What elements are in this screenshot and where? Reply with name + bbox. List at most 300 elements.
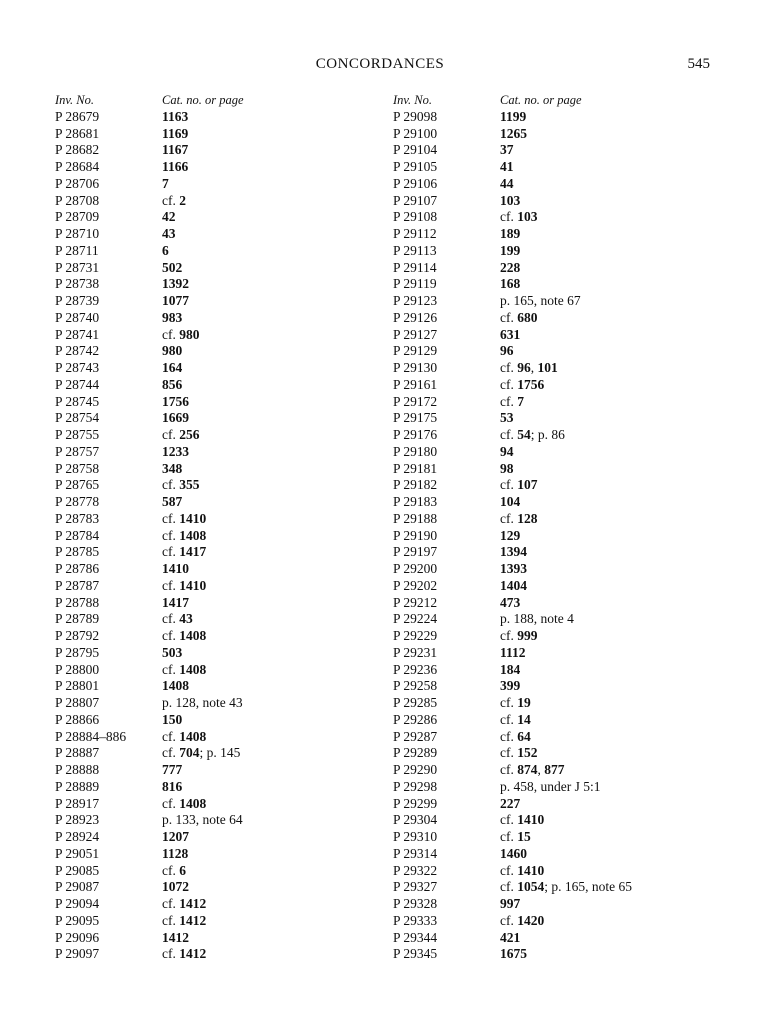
cat-reference — [500, 779, 733, 796]
inv-number: P 28801 — [55, 678, 100, 694]
cat-number: 1460 — [500, 845, 527, 861]
cat-number: 1756 — [517, 376, 545, 392]
cat-reference — [500, 410, 733, 427]
cat-text: cf. — [500, 762, 518, 777]
concordance-column-left — [55, 92, 395, 963]
table-row — [393, 863, 733, 880]
cat-text: cf. — [162, 477, 180, 493]
table-row — [393, 611, 733, 628]
table-row — [55, 729, 395, 746]
cat-reference — [500, 628, 733, 645]
table-row — [55, 678, 395, 695]
cat-reference — [500, 662, 733, 679]
cat-number: 1756 — [162, 393, 189, 409]
inv-number: P 29130 — [393, 360, 438, 375]
table-row — [55, 176, 395, 193]
inv-number: P 29285 — [393, 695, 438, 710]
inv-number: P 29287 — [393, 728, 438, 744]
inv-number: P 28887 — [55, 745, 100, 761]
cat-number: 1404 — [500, 577, 527, 593]
inv-number: P 29290 — [393, 762, 438, 777]
table-row — [55, 461, 395, 478]
inv-no-header: Inv. No. — [393, 93, 432, 107]
inv-number: P 29304 — [393, 812, 438, 828]
inv-number: P 28740 — [55, 309, 100, 325]
cat-number: 44 — [500, 175, 514, 191]
table-row — [393, 276, 733, 293]
cat-reference — [500, 595, 733, 612]
table-row — [393, 209, 733, 226]
cat-text: , — [537, 762, 545, 777]
cat-number: 228 — [500, 259, 521, 275]
cat-reference — [500, 243, 733, 260]
cat-reference — [162, 863, 395, 880]
cat-reference — [162, 528, 395, 545]
table-row — [55, 913, 395, 930]
cat-text: cf. — [500, 427, 518, 442]
table-row — [55, 159, 395, 176]
cat-reference — [162, 310, 395, 327]
table-row — [393, 377, 733, 394]
cat-number: 103 — [517, 209, 538, 225]
cat-reference — [162, 779, 395, 796]
inv-number: P 28786 — [55, 561, 100, 576]
cat-reference — [500, 293, 733, 310]
cat-text: cf. — [162, 544, 180, 560]
cat-number: 2 — [179, 192, 186, 208]
cat-reference — [162, 762, 395, 779]
table-row — [393, 729, 733, 746]
cat-reference — [162, 109, 395, 126]
inv-number: P 29114 — [393, 259, 437, 275]
table-row — [393, 662, 733, 679]
inv-number: P 29183 — [393, 494, 438, 509]
inv-number: P 29200 — [393, 561, 438, 576]
cat-number: 1392 — [162, 276, 189, 292]
table-row — [393, 226, 733, 243]
cat-number: 1410 — [517, 862, 545, 878]
cat-number: 980 — [162, 343, 183, 359]
table-row — [393, 796, 733, 813]
table-row — [393, 561, 733, 578]
table-row — [55, 327, 395, 344]
inv-number: P 29197 — [393, 544, 438, 560]
cat-reference — [162, 930, 395, 947]
table-row — [393, 193, 733, 210]
inv-number: P 29345 — [393, 946, 438, 962]
inv-number: P 28788 — [55, 594, 100, 610]
cat-reference — [162, 712, 395, 729]
cat-text: cf. — [500, 309, 518, 325]
cat-reference — [500, 226, 733, 243]
table-row — [393, 360, 733, 377]
table-row — [393, 494, 733, 511]
cat-number: 1669 — [162, 410, 189, 426]
table-row — [393, 595, 733, 612]
cat-number: 587 — [162, 494, 183, 509]
cat-reference — [500, 209, 733, 226]
cat-text: cf. — [500, 393, 518, 409]
cat-number: 1072 — [162, 879, 189, 895]
cat-reference — [162, 628, 395, 645]
cat-reference — [162, 410, 395, 427]
inv-number: P 28711 — [55, 242, 99, 258]
inv-number: P 28800 — [55, 661, 100, 677]
cat-text: cf. — [500, 711, 518, 727]
cat-number: 1166 — [162, 159, 189, 174]
cat-number: 503 — [162, 644, 183, 660]
table-row — [55, 796, 395, 813]
cat-reference — [162, 477, 395, 494]
table-row — [55, 243, 395, 260]
inv-number: P 28745 — [55, 393, 100, 409]
table-row — [55, 544, 395, 561]
table-row — [393, 829, 733, 846]
inv-number: P 28743 — [55, 360, 100, 375]
cat-reference — [500, 276, 733, 293]
cat-reference — [500, 913, 733, 930]
cat-reference — [162, 126, 395, 143]
cat-reference — [162, 662, 395, 679]
cat-number: 1112 — [500, 644, 526, 660]
cat-text: cf. — [500, 745, 518, 761]
inv-number: P 29104 — [393, 142, 438, 158]
cat-number: 37 — [500, 142, 514, 158]
cat-number: 43 — [179, 611, 193, 627]
inv-number: P 29108 — [393, 209, 438, 225]
cat-reference — [162, 293, 395, 310]
inv-number: P 28765 — [55, 477, 100, 493]
cat-reference — [162, 444, 395, 461]
cat-reference — [162, 243, 395, 260]
table-row — [55, 611, 395, 628]
inv-number: P 29180 — [393, 443, 438, 459]
cat-text: cf. — [500, 360, 518, 375]
table-row — [55, 762, 395, 779]
cat-reference — [500, 745, 733, 762]
table-row — [393, 394, 733, 411]
inv-number: P 29299 — [393, 795, 438, 811]
cat-reference — [500, 528, 733, 545]
cat-reference — [500, 310, 733, 327]
table-row — [55, 360, 395, 377]
table-row — [393, 930, 733, 947]
cat-number: 103 — [500, 192, 521, 208]
cat-text: cf. — [500, 912, 518, 928]
inv-number: P 28744 — [55, 376, 100, 392]
cat-number: 1410 — [162, 561, 189, 576]
cat-number: 355 — [179, 477, 200, 493]
cat-number: 1408 — [179, 728, 207, 744]
inv-number: P 29161 — [393, 376, 438, 392]
table-row — [55, 863, 395, 880]
cat-text: cf. — [162, 795, 180, 811]
table-row — [393, 645, 733, 662]
table-row — [393, 712, 733, 729]
cat-text: cf. — [500, 879, 518, 895]
cat-number: 1417 — [162, 594, 189, 610]
cat-reference — [500, 611, 733, 628]
cat-number: 15 — [517, 829, 531, 844]
table-row — [55, 310, 395, 327]
table-row — [393, 544, 733, 561]
cat-text: cf. — [162, 427, 180, 442]
cat-number: 14 — [517, 711, 531, 727]
table-row — [55, 477, 395, 494]
inv-number: P 28681 — [55, 125, 100, 141]
cat-reference — [500, 829, 733, 846]
cat-text: cf. — [162, 577, 180, 593]
table-row — [393, 410, 733, 427]
cat-number: 6 — [162, 242, 169, 258]
table-row — [393, 176, 733, 193]
cat-number: 98 — [500, 460, 514, 476]
inv-number: P 29286 — [393, 711, 438, 727]
cat-number: 128 — [517, 510, 538, 526]
table-row — [393, 260, 733, 277]
page-number: 545 — [687, 56, 710, 72]
table-row — [393, 628, 733, 645]
table-row — [55, 779, 395, 796]
inv-number: P 29094 — [55, 896, 100, 911]
inv-number: P 28789 — [55, 611, 100, 627]
cat-reference — [500, 176, 733, 193]
inv-number: P 28923 — [55, 812, 100, 828]
cat-text: cf. — [162, 946, 180, 962]
cat-number: 1167 — [162, 142, 189, 158]
cat-text: cf. — [162, 510, 180, 526]
cat-reference — [162, 142, 395, 159]
cat-number: 189 — [500, 226, 521, 241]
cat-no-header: Cat. no. or page — [162, 93, 244, 107]
table-row — [55, 410, 395, 427]
cat-text: , — [530, 360, 538, 375]
table-row — [55, 930, 395, 947]
cat-number: 64 — [517, 728, 531, 744]
cat-text: cf. — [162, 611, 180, 627]
table-row — [393, 762, 733, 779]
cat-reference — [162, 829, 395, 846]
cat-number: 1420 — [517, 912, 545, 928]
cat-text: cf. — [500, 477, 518, 493]
table-row — [393, 159, 733, 176]
inv-number: P 28795 — [55, 644, 100, 660]
cat-number: 1163 — [162, 108, 189, 124]
cat-number: 41 — [500, 159, 514, 174]
table-row — [55, 343, 395, 360]
cat-reference — [500, 394, 733, 411]
table-row — [393, 695, 733, 712]
cat-number: 54 — [517, 427, 531, 442]
cat-no-header: Cat. no. or page — [500, 93, 582, 107]
table-row — [55, 879, 395, 896]
cat-number: 94 — [500, 443, 514, 459]
inv-number: P 29190 — [393, 527, 438, 543]
cat-reference — [162, 695, 395, 712]
table-row — [55, 276, 395, 293]
cat-reference — [162, 595, 395, 612]
cat-reference — [162, 327, 395, 344]
cat-text: cf. — [162, 728, 180, 744]
inv-number: P 29113 — [393, 242, 437, 258]
cat-text: cf. — [500, 728, 518, 744]
inv-number: P 29106 — [393, 175, 438, 191]
cat-reference — [162, 561, 395, 578]
cat-reference — [162, 226, 395, 243]
inv-number: P 28924 — [55, 829, 100, 844]
inv-number: P 28754 — [55, 410, 100, 426]
inv-number: P 29298 — [393, 778, 438, 794]
inv-number: P 29107 — [393, 192, 438, 208]
inv-number: P 29289 — [393, 745, 438, 761]
cat-text: cf. — [162, 896, 180, 911]
inv-number: P 29105 — [393, 159, 438, 174]
inv-number: P 29098 — [393, 108, 438, 124]
cat-number: 96 — [517, 360, 531, 375]
cat-number: 631 — [500, 326, 521, 342]
cat-number: 1412 — [179, 946, 207, 962]
cat-reference — [500, 343, 733, 360]
inv-number: P 28866 — [55, 711, 100, 727]
cat-reference — [500, 360, 733, 377]
table-row — [55, 377, 395, 394]
inv-number: P 29119 — [393, 276, 437, 292]
table-row — [55, 427, 395, 444]
inv-number: P 28778 — [55, 494, 100, 509]
cat-number: 874 — [517, 762, 538, 777]
cat-reference — [500, 561, 733, 578]
table-row — [55, 645, 395, 662]
inv-number: P 29172 — [393, 393, 438, 409]
cat-reference — [500, 812, 733, 829]
cat-reference — [500, 377, 733, 394]
cat-number: 421 — [500, 929, 521, 945]
cat-reference — [500, 695, 733, 712]
table-row — [393, 142, 733, 159]
table-row — [393, 879, 733, 896]
inv-number: P 28758 — [55, 460, 100, 476]
table-row — [55, 126, 395, 143]
table-row — [393, 511, 733, 528]
cat-number: 1410 — [179, 577, 207, 593]
cat-reference — [500, 126, 733, 143]
inv-number: P 29176 — [393, 427, 438, 442]
table-row — [393, 109, 733, 126]
cat-text: cf. — [500, 209, 518, 225]
cat-number: 704 — [179, 745, 200, 761]
cat-number: 104 — [500, 494, 521, 509]
inv-number: P 29327 — [393, 879, 438, 895]
cat-reference — [500, 796, 733, 813]
table-row — [55, 946, 395, 963]
inv-number: P 29328 — [393, 896, 438, 911]
cat-text: cf. — [162, 192, 180, 208]
table-row — [55, 595, 395, 612]
cat-number: 1054 — [517, 879, 545, 895]
cat-reference — [162, 159, 395, 176]
cat-number: 1394 — [500, 544, 527, 560]
cat-reference — [500, 762, 733, 779]
cat-reference — [500, 477, 733, 494]
table-row — [393, 779, 733, 796]
inv-number: P 29087 — [55, 879, 100, 895]
table-row — [55, 812, 395, 829]
cat-number: 1410 — [517, 812, 545, 828]
inv-number: P 28787 — [55, 577, 100, 593]
cat-reference — [162, 946, 395, 963]
table-row — [393, 343, 733, 360]
cat-number: 96 — [500, 343, 514, 359]
cat-number: 348 — [162, 460, 183, 476]
table-row — [393, 678, 733, 695]
cat-number: 227 — [500, 795, 521, 811]
inv-number: P 29344 — [393, 929, 438, 945]
cat-reference — [500, 327, 733, 344]
inv-number: P 28738 — [55, 276, 100, 292]
table-row — [55, 209, 395, 226]
inv-number: P 29322 — [393, 862, 438, 878]
cat-number: 256 — [179, 427, 200, 442]
table-row — [393, 578, 733, 595]
table-row — [55, 829, 395, 846]
table-row — [55, 628, 395, 645]
cat-reference — [500, 578, 733, 595]
cat-number: 152 — [517, 745, 538, 761]
cat-reference — [162, 377, 395, 394]
cat-number: 1128 — [162, 845, 189, 861]
cat-number: 997 — [500, 896, 521, 911]
cat-number: 164 — [162, 360, 183, 375]
table-row — [55, 394, 395, 411]
cat-number: 1408 — [179, 795, 207, 811]
cat-number: 150 — [162, 711, 183, 727]
cat-reference — [162, 611, 395, 628]
cat-reference — [500, 494, 733, 511]
cat-text: p. 188, note 4 — [500, 611, 574, 627]
cat-number: 53 — [500, 410, 514, 426]
cat-number: 1412 — [179, 912, 207, 928]
table-row — [393, 528, 733, 545]
inv-number: P 28706 — [55, 175, 100, 191]
table-row — [393, 846, 733, 863]
cat-number: 1408 — [179, 628, 207, 643]
table-row — [55, 896, 395, 913]
cat-text: cf. — [500, 829, 518, 844]
table-row — [393, 461, 733, 478]
cat-reference — [500, 729, 733, 746]
inv-number: P 28784 — [55, 527, 100, 543]
cat-number: 1412 — [179, 896, 207, 911]
inv-number: P 28679 — [55, 108, 100, 124]
inv-number: P 28742 — [55, 343, 100, 359]
cat-text: cf. — [162, 326, 180, 342]
cat-reference — [500, 142, 733, 159]
inv-number: P 29181 — [393, 460, 438, 476]
cat-number: 1393 — [500, 561, 527, 576]
cat-reference — [162, 276, 395, 293]
cat-reference — [500, 846, 733, 863]
cat-reference — [162, 729, 395, 746]
table-row — [393, 896, 733, 913]
table-row — [393, 243, 733, 260]
inv-number: P 29096 — [55, 929, 100, 945]
cat-number: 1265 — [500, 125, 527, 141]
table-row — [55, 444, 395, 461]
table-row — [55, 662, 395, 679]
inv-number: P 28807 — [55, 695, 100, 710]
cat-reference — [162, 812, 395, 829]
cat-reference — [500, 159, 733, 176]
